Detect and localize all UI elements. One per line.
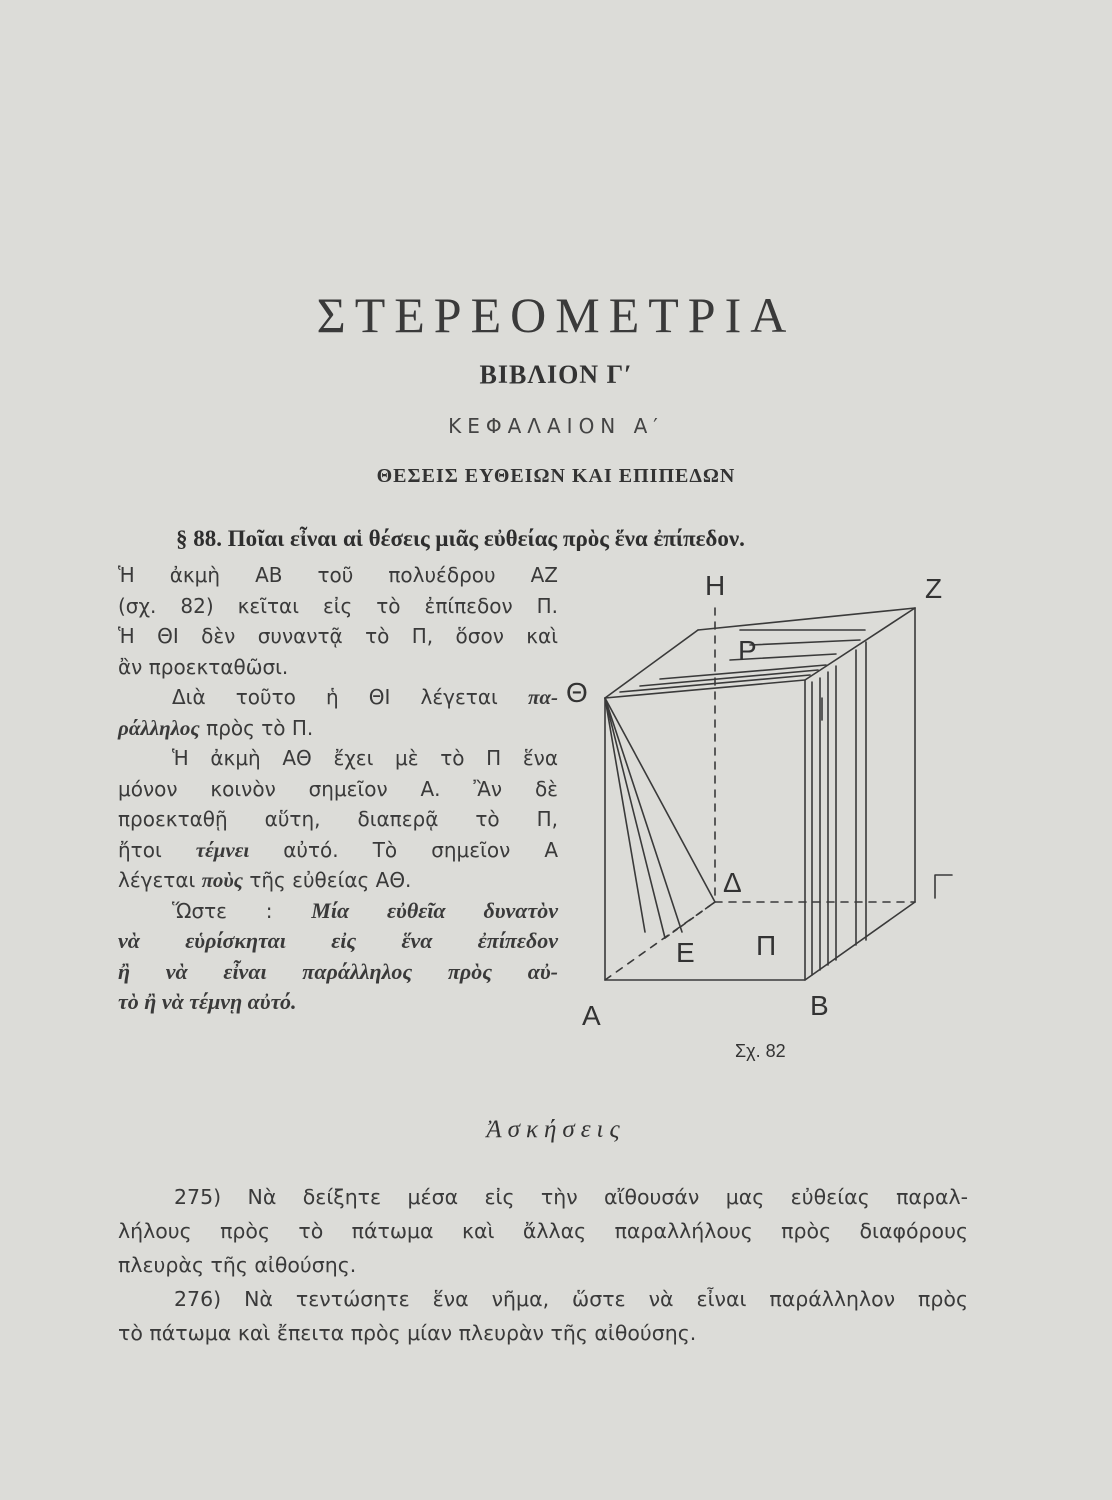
label-E: Ε xyxy=(676,937,695,968)
edge-right-bottom xyxy=(805,902,915,980)
label-Theta: Θ xyxy=(566,677,588,708)
conclusion-term: τὸ ἢ νὰ τέμνῃ αὐτό. xyxy=(118,989,297,1014)
text-line xyxy=(118,896,558,927)
term-parallel-b: ράλληλος xyxy=(118,715,200,740)
figure-caption: Σχ. 82 xyxy=(735,1041,786,1061)
text-line xyxy=(118,987,558,1018)
edge-top-left xyxy=(605,630,698,698)
diagonal-line-dashed xyxy=(665,902,715,938)
paragraph-heading: § 88. Ποῖαι εἶναι αἱ θέσεις μιᾶς εὐθείας πρὸς ἕνα ἐπίπεδον. xyxy=(176,526,745,551)
diagonal-line xyxy=(605,698,645,932)
label-Pi: Π xyxy=(756,930,777,961)
label-P: Ρ xyxy=(738,635,757,666)
conclusion-term: νὰ εὑρίσκηται εἰς ἕνα ἐπίπεδον xyxy=(118,928,558,953)
book-heading: ΒΙΒΛΙΟΝ Γ′ xyxy=(479,360,633,389)
exercise-line: 276) Νὰ τεντώσητε ἕνα νῆμα, ὥστε νὰ εἶναι παράλληλον πρὸς xyxy=(174,1287,968,1311)
text-span: τῆς εὐθείας ΑΘ. xyxy=(249,868,412,892)
text-span: Ὥστε : xyxy=(172,898,273,923)
gamma-mark xyxy=(935,875,952,898)
text-line xyxy=(118,713,558,744)
diagonal-line xyxy=(605,698,665,938)
text-line xyxy=(118,682,558,713)
text-line: Ἡ ἀκμὴ ΑΘ ἔχει μὲ τὸ Π ἕνα xyxy=(172,746,558,770)
page-title: ΣΤΕΡΕΟΜΕΤΡΙΑ xyxy=(316,287,796,343)
label-B: Β xyxy=(810,990,829,1021)
text-line: ἂν προεκταθῶσι. xyxy=(118,654,289,679)
body-text xyxy=(118,560,558,1018)
exercises-list xyxy=(118,1180,968,1350)
diagonal-line xyxy=(605,698,715,902)
conclusion-term: Μία εὐθεῖα δυνατὸν xyxy=(311,897,558,923)
edge-top-right xyxy=(805,608,915,680)
edge-top-back xyxy=(698,608,915,630)
plane-line xyxy=(750,640,860,645)
figure-prism xyxy=(560,570,980,1080)
text-span: Διὰ τοῦτο ἡ ΘΙ λέγεται xyxy=(172,685,498,709)
text-line: προεκταθῇ αὕτη, διαπερᾷ τὸ Π, xyxy=(118,807,558,831)
text-line: Ἡ ΘΙ δὲν συναντᾷ τὸ Π, ὅσον καὶ xyxy=(118,624,558,648)
conclusion xyxy=(118,896,558,1018)
term-parallel-a: πα- xyxy=(527,685,559,709)
text-span: ἤτοι xyxy=(118,837,162,862)
text-span: πρὸς τὸ Π. xyxy=(206,715,314,740)
term-intersects: τέμνει xyxy=(195,837,250,862)
text-line xyxy=(118,835,558,866)
text-span: αὐτό. Τὸ σημεῖον Α xyxy=(283,837,559,862)
text-line xyxy=(118,865,558,896)
chapter-heading: ΚΕΦΑΛΑΙΟΝ Α′ xyxy=(448,414,664,438)
exercise-line: τὸ πάτωμα καὶ ἔπειτα πρὸς μίαν πλευρὰν τῆς αἰθούσης. xyxy=(118,1321,697,1345)
text-span: λέγεται xyxy=(118,868,196,892)
term-foot: ποὺς xyxy=(201,868,243,892)
text-line xyxy=(118,926,558,957)
text-line: Ἡ ἀκμὴ ΑΒ τοῦ πολυέδρου ΑΖ xyxy=(118,563,558,587)
text-line: μόνον κοινὸν σημεῖον Α. Ἂν δὲ xyxy=(118,776,558,801)
label-Delta: Δ xyxy=(723,867,742,898)
label-A: Α xyxy=(582,1000,601,1031)
exercise-line: πλευρὰς τῆς αἰθούσης. xyxy=(118,1253,357,1277)
section-title: ΘΕΣΕΙΣ ΕΥΘΕΙΩΝ ΚΑΙ ΕΠΙΠΕΔΩΝ xyxy=(376,465,736,487)
text-line: (σχ. 82) κεῖται εἰς τὸ ἐπίπεδον Π. xyxy=(118,593,558,618)
label-H: Η xyxy=(705,570,726,601)
exercises-title: Ἀσκήσεις xyxy=(486,1116,626,1143)
label-Z: Ζ xyxy=(925,573,943,604)
conclusion-term: ἢ νὰ εἶναι παράλληλος πρὸς αὐ- xyxy=(118,958,558,984)
exercise-line: λήλους πρὸς τὸ πάτωμα καὶ ἄλλας παραλλήλους πρὸς διαφόρους xyxy=(118,1219,968,1243)
exercise-line: 275) Νὰ δείξητε μέσα εἰς τὴν αἴθουσάν μας εὐθείας παραλ- xyxy=(174,1185,968,1209)
text-line xyxy=(118,957,558,988)
diagonal-line xyxy=(605,698,682,932)
